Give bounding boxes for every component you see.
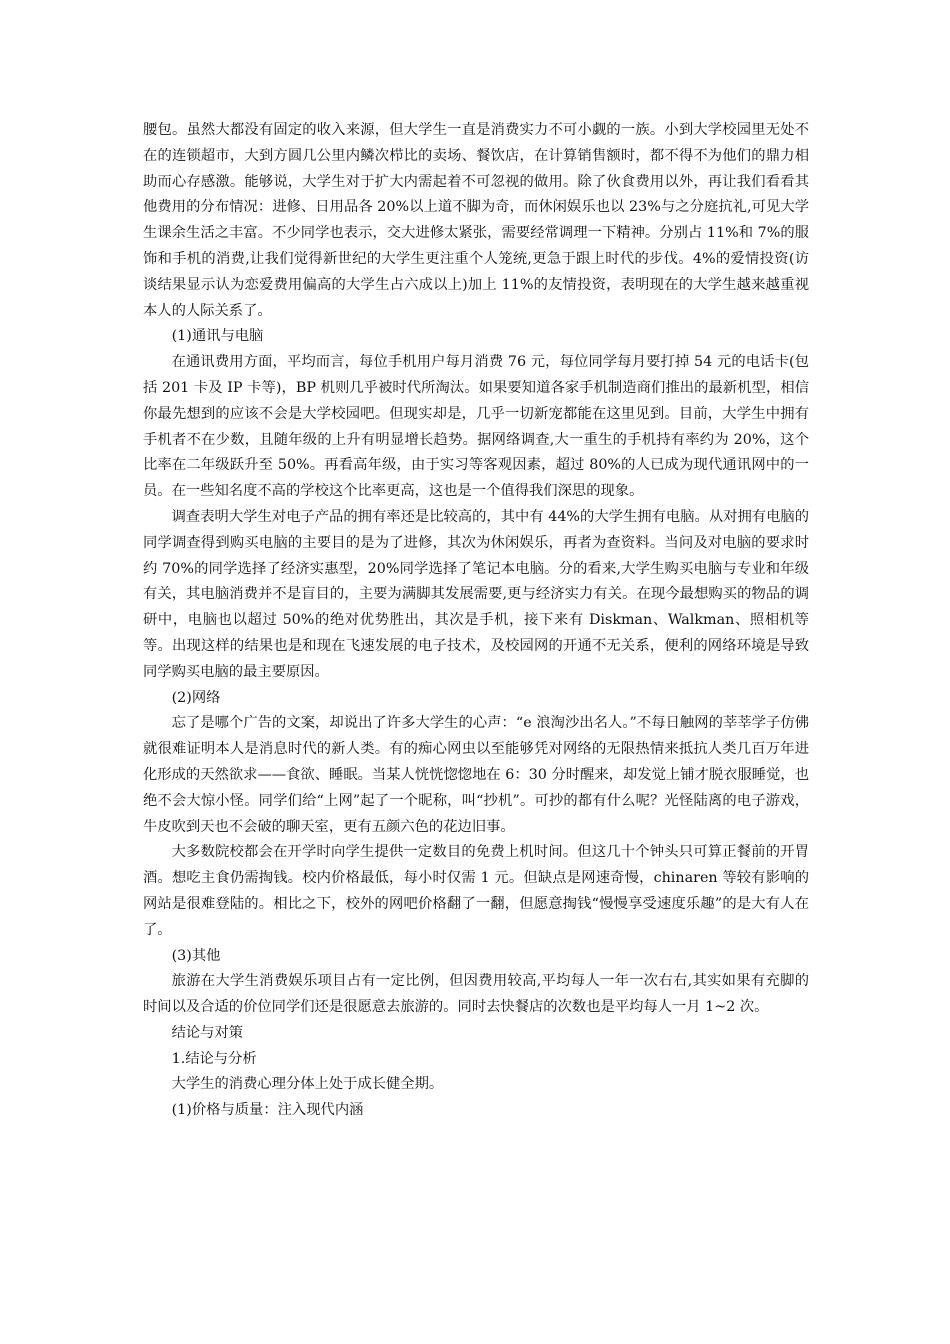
section-heading-conclusion: 结论与对策	[171, 1024, 244, 1041]
body-paragraph: 旅游在大学生消费娱乐项目占有一定比例，但因费用较高,平均每人一年一次右右,其实如果有充脚的时间以及合适的价位同学们还是很愿意去旅游的。同时去快餐店的次数也是平均每人一月 1~2 次。	[143, 973, 809, 1016]
subsection-heading-price-quality: (1)价格与质量：注入现代内涵	[171, 1102, 364, 1119]
body-paragraph: 大多数院校都会在开学时向学生提供一定数目的免费上机时间。但这几十个钟头只可算正餐前的开胃酒。想吃主食仍需掏钱。校内价格最低，每小时仅需 1 元。但缺点是网速奇慢，chinaren 等较有影响的网站是很难登陆的。相比之下，校外的网吧价格翻了一翻，但愿意掏钱“慢慢享受速度乐趣”的是大有人在了。	[143, 844, 809, 938]
section-heading-network: (2)网络	[171, 689, 221, 706]
document-page	[143, 118, 809, 1124]
body-paragraph: 在通讯费用方面，平均而言，每位手机用户每月消费 76 元，每位同学每月要打掉 54 元的电话卡(包括 201 卡及 IP 卡等)，BP 机则几乎被时代所淘汰。如果要知道各家手机制造商们推出的最新机型，相信你最先想到的应该不会是大学校园吧。但现实却是，几乎一切新宠都能在这里见到。目前，大学生中拥有手机者不在少数，且随年级的上升有明显增长趋势。据网络调查,大一重生的手机持有率约为 20%，这个比率在二年级跃升至 50%。再看高年级，由于实习等客观因素，超过 80%的人已成为现代通讯网中的一员。在一些知名度不高的学校这个比率更高，这也是一个值得我们深思的现象。	[143, 354, 809, 500]
subsection-heading-analysis: 1.结论与分析	[171, 1050, 257, 1067]
section-heading-other: (3)其他	[171, 947, 221, 964]
body-paragraph: 腰包。虽然大都没有固定的收入来源，但大学生一直是消费实力不可小觑的一族。小到大学校园里无处不在的连锁超市，大到方圆几公里内鳞次栉比的卖场、餐饮店，在计算销售额时，都不得不为他们的鼎力相助而心存感激。能够说，大学生对于扩大内需起着不可忽视的做用。除了伙食费用以外，再让我们看看其他费用的分布情况：进修、日用品各 20%以上道不脚为奇，而休闲娱乐也以 23%与之分庭抗礼,可见大学生课余生活之丰富。不少同学也表示，交大进修太紧张，需要经常调理一下精神。分别占 11%和 7%的服饰和手机的消费,让我们觉得新世纪的大学生更注重个人笼统,更急于跟上时代的步伐。4%的爱情投资(访谈结果显示认为恋爱费用偏高的大学生占六成以上)加上 11%的友情投资，表明现在的大学生越来越重视本人的人际关系了。	[143, 122, 809, 319]
body-paragraph: 调查表明大学生对电子产品的拥有率还是比较高的，其中有 44%的大学生拥有电脑。从对拥有电脑的同学调查得到购买电脑的主要目的是为了进修，其次为休闲娱乐，再者为查资料。当问及对电脑的要求时约 70%的同学选择了经济实惠型，20%同学选择了笔记本电脑。分的看来,大学生购买电脑与专业和年级有关，其电脑消费并不是盲目的，主要为满脚其发展需要,更与经济实力有关。在现今最想购买的物品的调研中，电脑也以超过 50%的绝对优势胜出，其次是手机，接下来有 Diskman、Walkman、照相机等等。出现这样的结果也是和现在飞速发展的电子技术，及校园网的开通不无关系，便利的网络环境是导致同学购买电脑的最主要原因。	[143, 508, 809, 680]
section-heading-communication-computer: (1)通讯与电脑	[171, 328, 264, 345]
body-paragraph: 大学生的消费心理分体上处于成长健全期。	[171, 1076, 444, 1093]
body-paragraph: 忘了是哪个广告的文案，却说出了许多大学生的心声：“e 浪淘沙出名人。”不每日触网的莘莘学子仿佛就很难证明本人是消息时代的新人类。有的痴心网虫以至能够凭对网络的无限热情来抵抗人类几百万年进化形成的天然欲求——食欲、睡眠。当某人恍恍惚惚地在 6：30 分时醒来，却发觉上铺才脱衣服睡觉，也绝不会大惊小怪。同学们给“上网”起了一个昵称，叫“抄机”。可抄的都有什么呢？光怪陆离的电子游戏，牛皮吹到天也不会破的聊天室，更有五颜六色的花边旧事。	[143, 715, 809, 835]
